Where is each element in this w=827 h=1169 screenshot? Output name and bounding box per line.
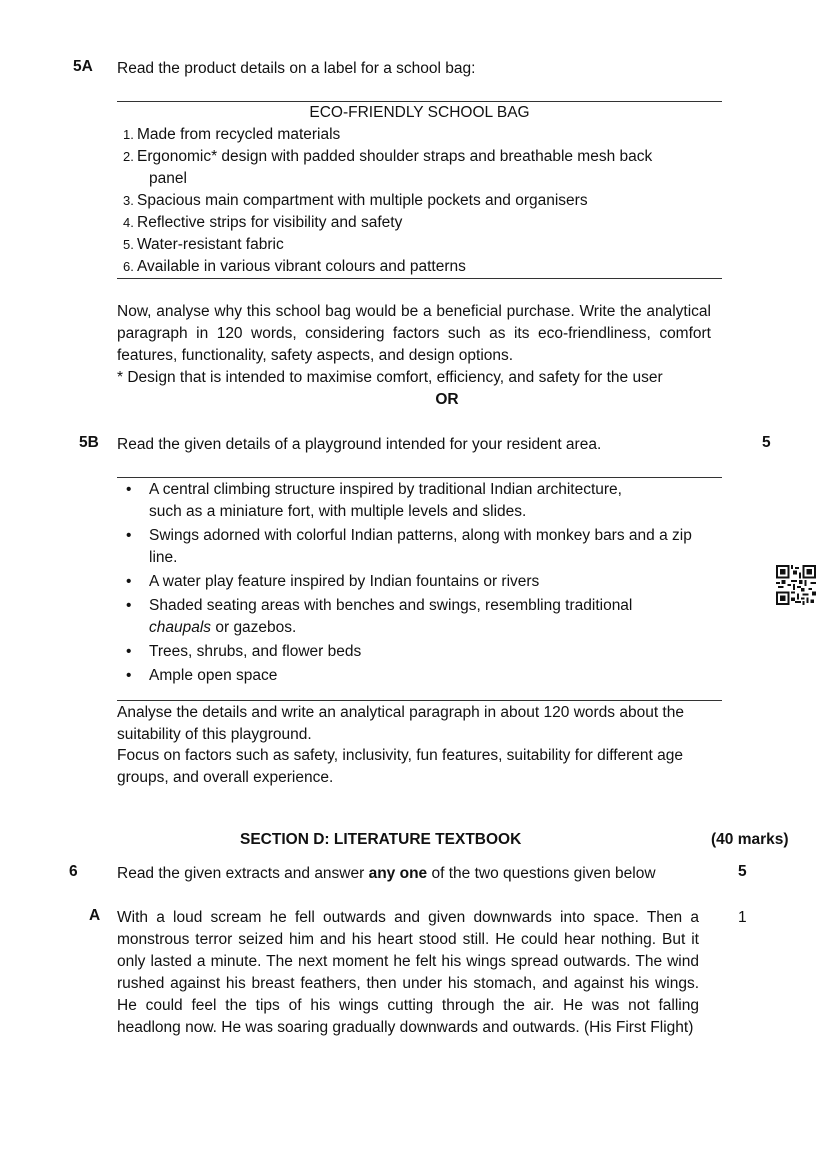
marks-value: 5 — [762, 434, 771, 451]
question-number: 6 — [69, 863, 78, 880]
section-marks: (40 marks) — [711, 831, 789, 848]
list-item: 6. Available in various vibrant colours and patterns — [123, 258, 466, 275]
label-bottom-rule — [117, 278, 722, 279]
instruction-paragraph: Analyse the details and write an analytical paragraph in about 120 words about the suitability of this playground. — [117, 704, 684, 743]
list-item: 4. Reflective strips for visibility and safety — [123, 214, 403, 231]
question-prompt: Read the given details of a playground intended for your resident area. — [117, 436, 602, 453]
list-item: 3. Spacious main compartment with multiple pockets and organisers — [123, 192, 588, 209]
list-item: 5. Water-resistant fabric — [123, 236, 284, 253]
question-prompt: Read the product details on a label for a school bag: — [117, 60, 476, 77]
feature-list — [117, 124, 722, 278]
list-item: • Shaded seating areas with benches and swings, resembling traditional chaupals or gazebos. — [117, 595, 717, 639]
subquestion-label: A — [89, 907, 101, 924]
playground-features — [117, 479, 717, 689]
details-top-rule — [117, 477, 722, 478]
marks-value: 1 — [738, 909, 747, 926]
extract-paragraph: With a loud scream he fell outwards and given downwards into space. Then a monstrous terror seized him and his heart stood still. He could hear nothing. But it only lasted a minute. The next moment he felt his wings spread outwards. The wind rushed against his breast feathers, then under his stomach, and against his wings. He could feel the tips of his wings cutting through the air. He was not falling headlong now. He was soaring gradually downwards and outwards. (His First Flight) — [117, 909, 699, 1036]
footnote: * Design that is intended to maximise comfort, efficiency, and safety for the user — [117, 369, 663, 386]
instruction-paragraph: Now, analyse why this school bag would be a beneficial purchase. Write the analytical paragraph in 120 words, considering factors such as its eco-friendliness, comfort features, functionality, safety aspects, and design options. — [117, 303, 711, 364]
list-item: • Swings adorned with colorful Indian patterns, along with monkey bars and a zip line. — [117, 525, 717, 569]
qr-code-icon — [776, 565, 816, 605]
question-number: 5B — [79, 434, 99, 451]
list-item: • Trees, shrubs, and flower beds — [117, 641, 717, 663]
marks-value: 5 — [738, 863, 747, 880]
details-bottom-rule — [117, 700, 722, 701]
list-item: 1. Made from recycled materials — [123, 126, 341, 143]
list-item: • Ample open space — [117, 665, 717, 687]
section-title: SECTION D: LITERATURE TEXTBOOK — [240, 831, 522, 848]
question-prompt: Read the given extracts and answer any one of the two questions given below — [117, 865, 656, 882]
list-item: 2. Ergonomic* design with padded shoulder straps and breathable mesh back panel — [123, 148, 653, 187]
list-item: • A central climbing structure inspired by traditional Indian architecture, such as a miniature fort, with multiple levels and slides. — [117, 479, 717, 523]
label-title: ECO-FRIENDLY SCHOOL BAG — [309, 104, 530, 121]
list-item: • A water play feature inspired by Indian fountains or rivers — [117, 571, 717, 593]
instruction-paragraph: Focus on factors such as safety, inclusivity, fun features, suitability for different age groups, and overall experience. — [117, 747, 684, 786]
question-number: 5A — [73, 58, 93, 75]
or-separator: OR — [435, 391, 459, 408]
